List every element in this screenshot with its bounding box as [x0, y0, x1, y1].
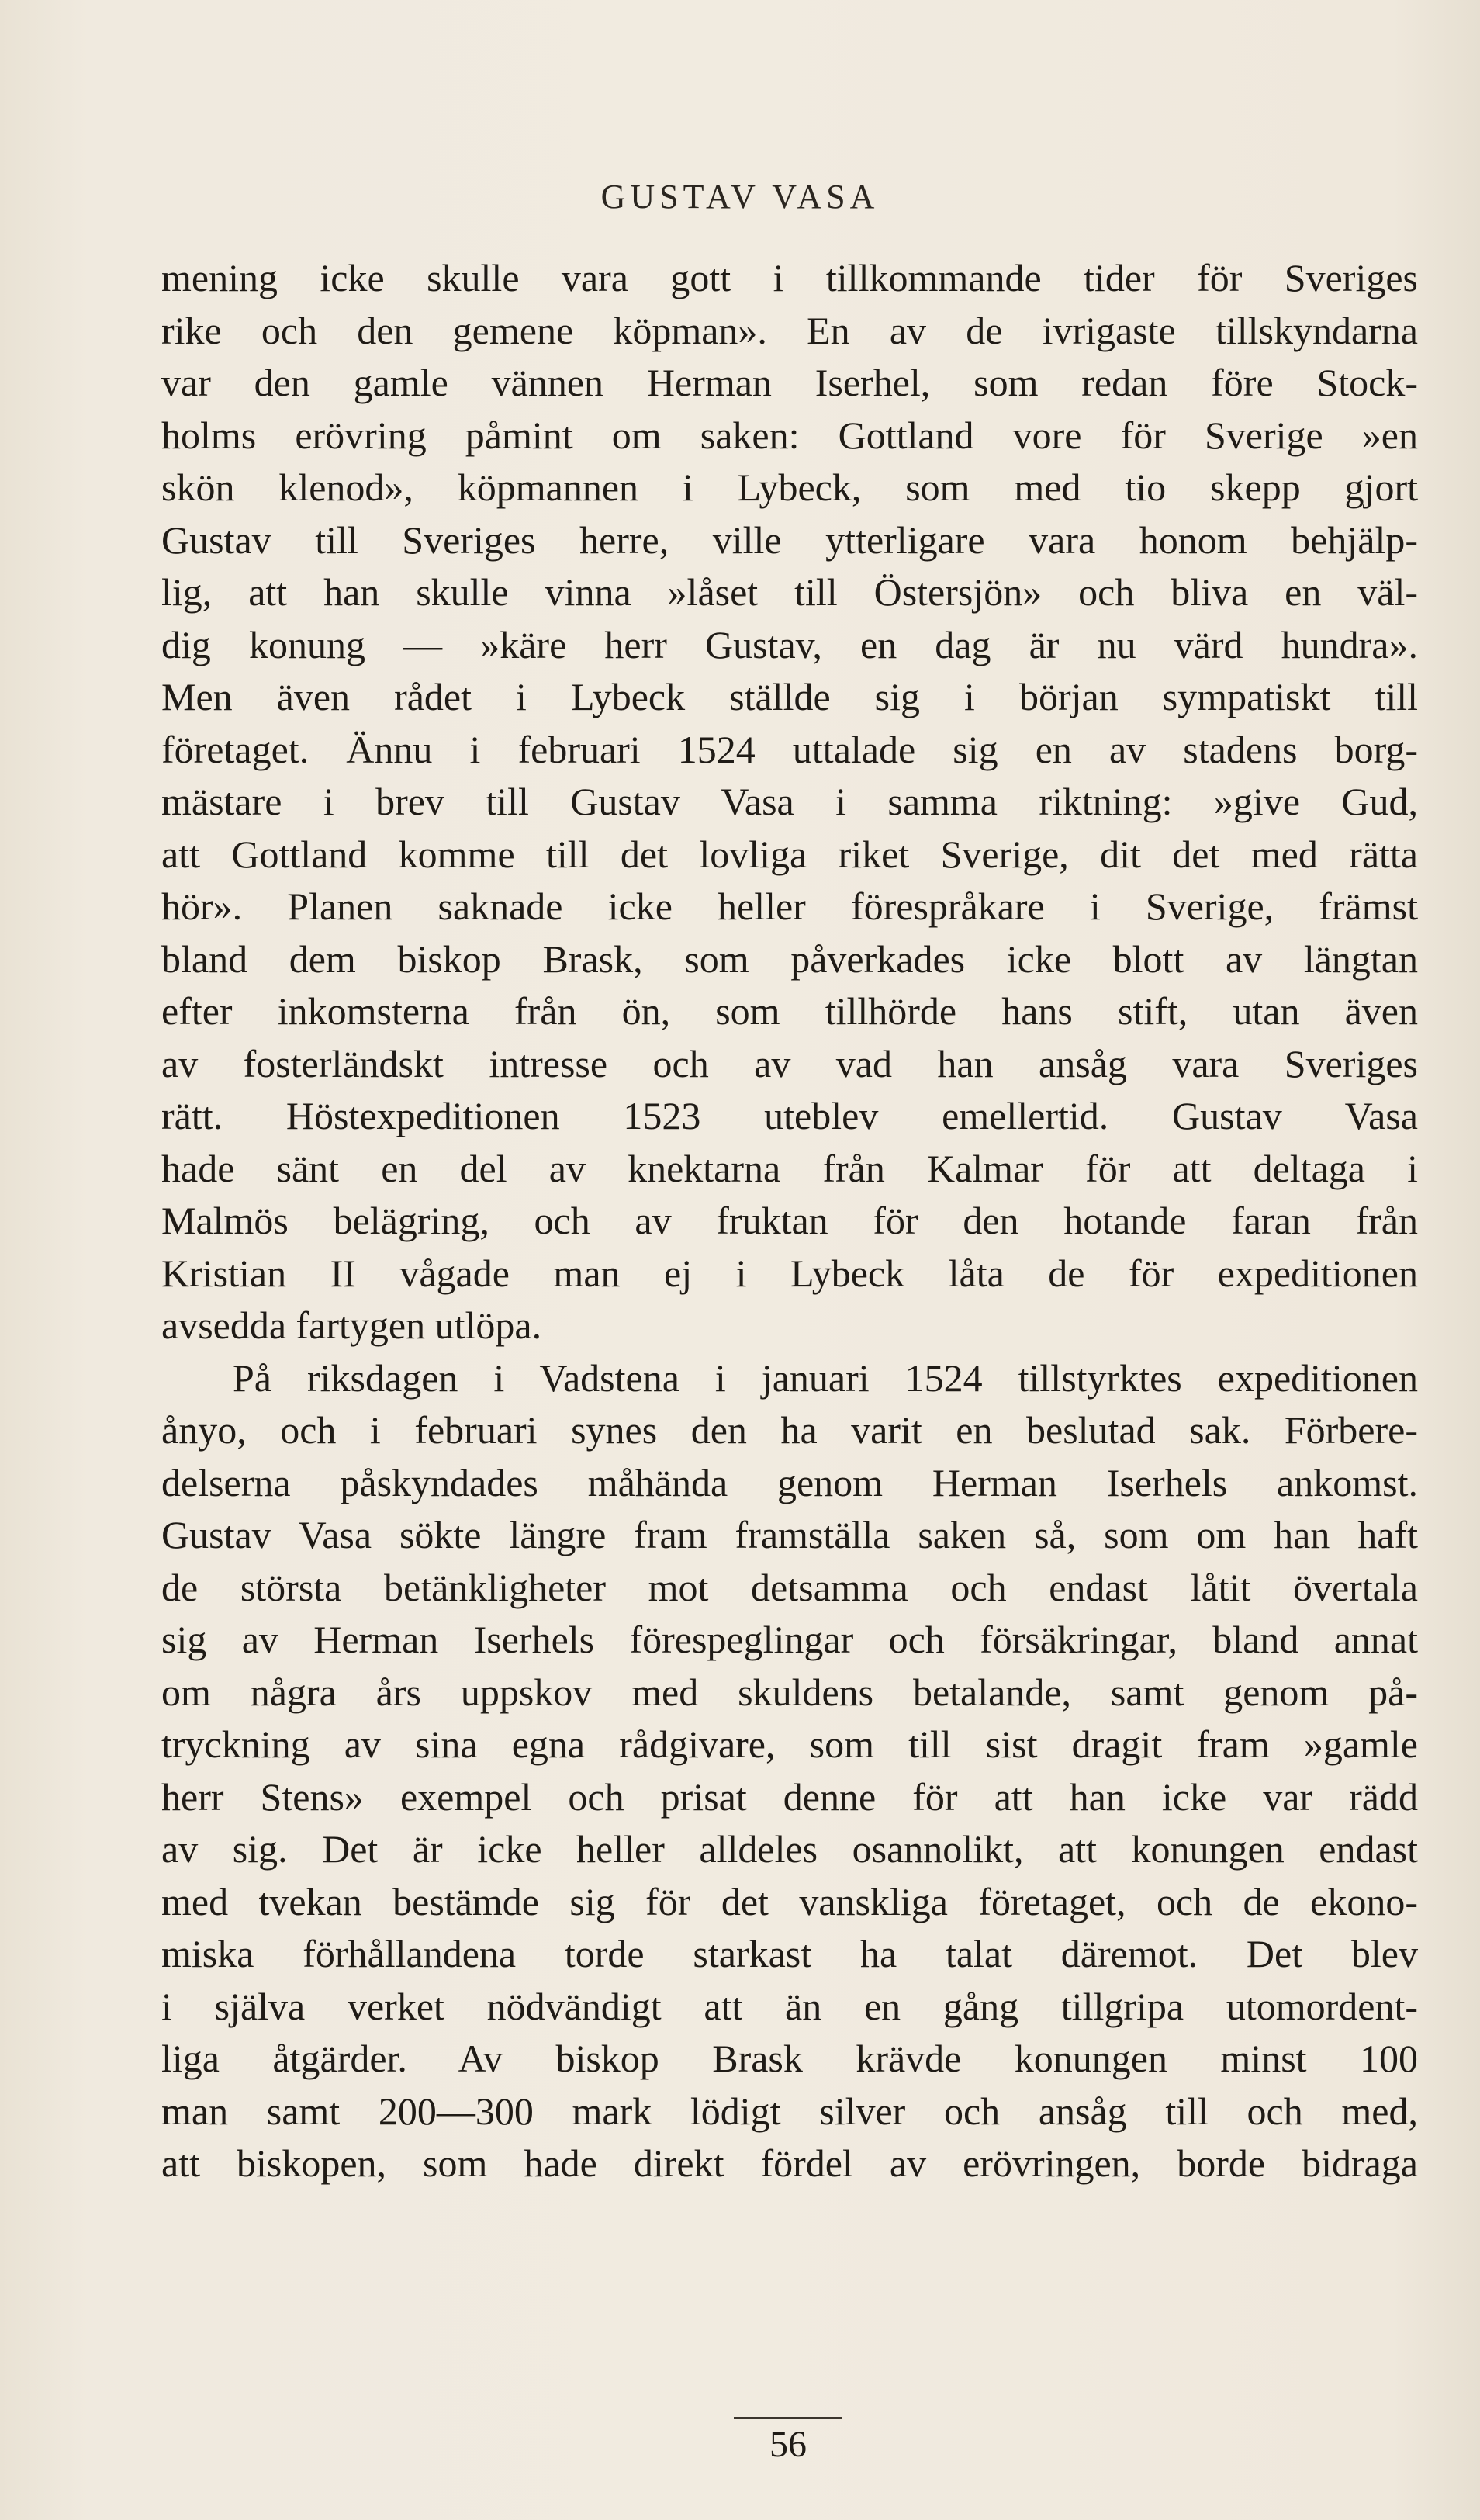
text-line: att Gottland komme till det lovliga riket Sverige, dit det med rätta: [161, 832, 1418, 876]
text-line: delserna påskyndades måhända genom Herman Iserhels ankomst.: [161, 1460, 1418, 1504]
text-line: miska förhållandena torde starkast ha talat däremot. Det blev: [161, 1932, 1418, 1975]
text-line: mästare i brev till Gustav Vasa i samma riktning: »give Gud,: [161, 780, 1418, 823]
text-line: hade sänt en del av knektarna från Kalmar för att deltaga i: [161, 1146, 1418, 1190]
text-line: Men även rådet i Lybeck ställde sig i början sympatiskt till: [161, 675, 1418, 718]
text-line: av fosterländskt intresse och av vad han ansåg vara Sveriges: [161, 1041, 1418, 1085]
text-line: bland dem biskop Brask, som påverkades icke blott av längtan: [161, 936, 1418, 981]
folio-rule: [734, 2417, 842, 2419]
text-line: man samt 200—300 mark lödigt silver och ansåg till och med,: [161, 2089, 1418, 2133]
text-line: holms erövring påmint om saken: Gottland vore för Sverige »en: [161, 413, 1418, 457]
text-line: efter inkomsterna från ön, som tillhörde hans stift, utan även: [161, 989, 1418, 1033]
text-line: av sig. Det är icke heller alldeles osannolikt, att konungen endast: [161, 1827, 1418, 1871]
text-line: rike och den gemene köpman». En av de ivrigaste tillskyndarna: [161, 308, 1418, 352]
text-line: skön klenod», köpmannen i Lybeck, som med tio skepp gjort: [161, 466, 1418, 509]
paragraph-1: [161, 252, 1418, 1352]
text-line: ånyo, och i februari synes den ha varit en beslutad sak. Förbere-: [161, 1408, 1418, 1452]
body-text: [161, 252, 1418, 2190]
text-line: hör». Planen saknade icke heller förespråkare i Sverige, främst: [161, 884, 1418, 928]
text-line: om några års uppskov med skuldens betalande, samt genom på-: [161, 1670, 1418, 1714]
text-line: Malmös belägring, och av fruktan för den hotande faran från: [161, 1199, 1418, 1242]
text-line: herr Stens» exempel och prisat denne för att han icke var rädd: [161, 1774, 1418, 1819]
text-line: sig av Herman Iserhels förespeglingar och försäkringar, bland annat: [161, 1618, 1418, 1661]
text-line: dig konung — »käre herr Gustav, en dag är nu värd hundra».: [161, 622, 1418, 666]
text-line: var den gamle vännen Herman Iserhel, som redan före Stock-: [161, 361, 1418, 404]
text-line: Gustav Vasa sökte längre fram framställa saken så, som om han haft: [161, 1513, 1418, 1556]
text-line: i själva verket nödvändigt att än en gång tillgripa utomordent-: [161, 1984, 1418, 2028]
text-line: Gustav till Sveriges herre, ville ytterligare vara honom behjälp-: [161, 518, 1418, 562]
text-line: Kristian II vågade man ej i Lybeck låta de för expeditionen: [161, 1251, 1418, 1295]
running-head: GUSTAV VASA: [600, 178, 880, 216]
text-line: liga åtgärder. Av biskop Brask krävde konungen minst 100: [161, 2037, 1418, 2080]
text-line: lig, att han skulle vinna »låset till Östersjön» och bliva en väl-: [161, 570, 1418, 614]
text-line: med tvekan bestämde sig för det vanskliga företaget, och de ekono-: [161, 1879, 1418, 1923]
text-line: avsedda fartygen utlöpa.: [161, 1303, 542, 1347]
text-line: mening icke skulle vara gott i tillkommande tider för Sveriges: [161, 256, 1418, 299]
text-line: På riksdagen i Vadstena i januari 1524 tillstyrktes expeditionen: [233, 1355, 1418, 1400]
text-line: rätt. Höstexpeditionen 1523 uteblev emellertid. Gustav Vasa: [161, 1094, 1418, 1137]
text-line: att biskopen, som hade direkt fördel av erövringen, borde bidraga: [161, 2141, 1418, 2185]
paragraph-2: [161, 1352, 1418, 2190]
text-line: företaget. Ännu i februari 1524 uttalade sig en av stadens borg-: [161, 727, 1418, 771]
text-line: de största betänkligheter mot detsamma och endast låtit övertala: [161, 1565, 1418, 1609]
page-number: 56: [769, 2424, 807, 2465]
text-line: tryckning av sina egna rådgivare, som till sist dragit fram »gamle: [161, 1722, 1418, 1766]
